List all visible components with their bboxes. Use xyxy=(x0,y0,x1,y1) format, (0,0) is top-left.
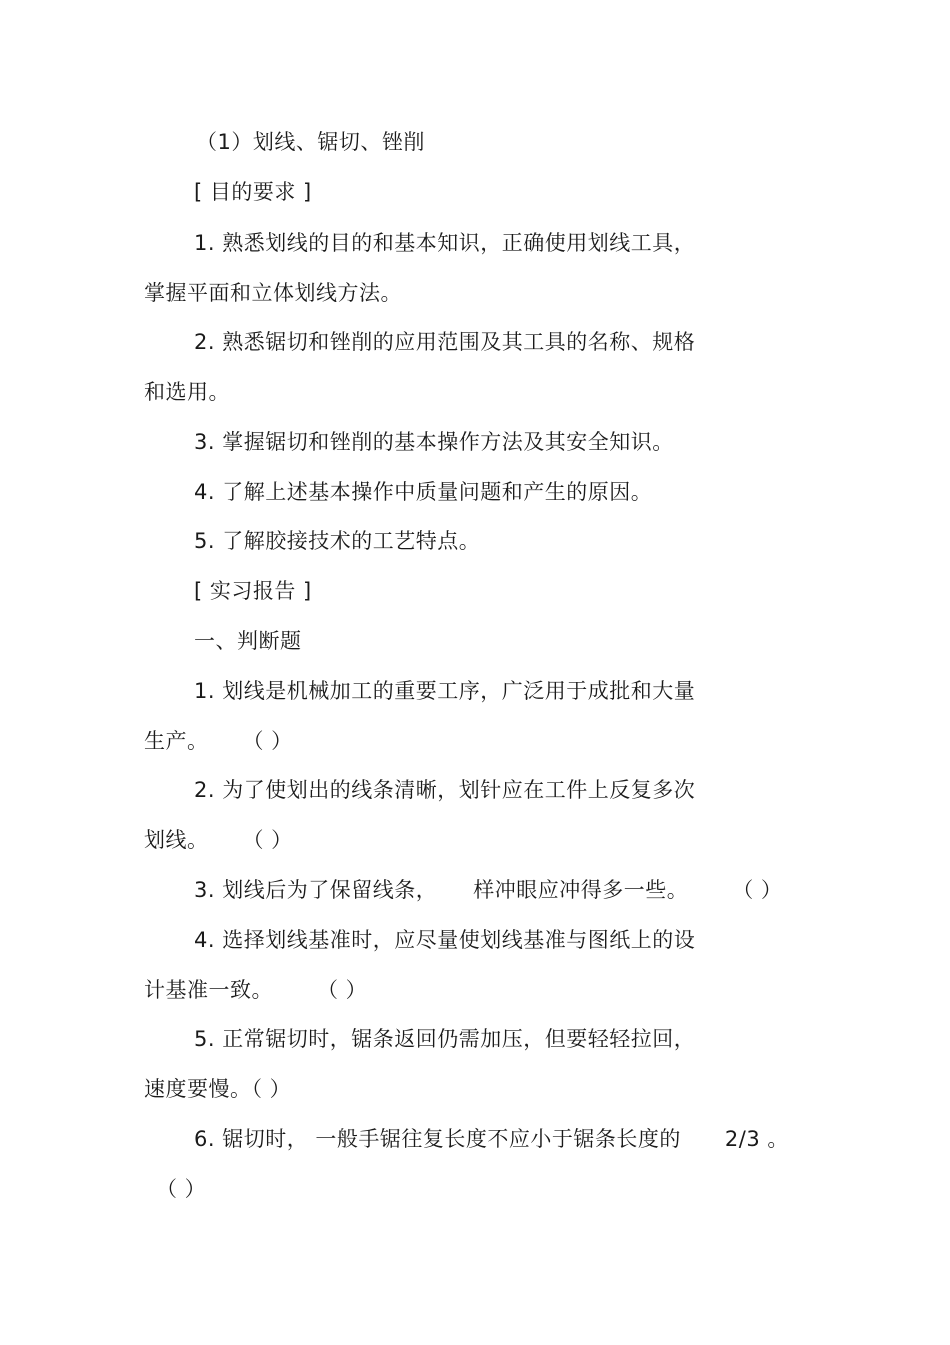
question-4-text: 计基准一致。 xyxy=(144,978,273,1002)
question-4-line-2 xyxy=(144,976,367,1004)
question-3-answer-blank[interactable]: （ ） xyxy=(732,878,783,902)
question-6-text-b: 2/3 。 xyxy=(724,1127,789,1151)
section-title: （1）划线、锯切、锉削 xyxy=(196,130,425,154)
question-2-answer-blank[interactable]: （ ） xyxy=(242,828,293,852)
question-5-line-1: 5. 正常锯切时，锯条返回仍需加压，但要轻轻拉回， xyxy=(194,1027,696,1051)
goal-item-4: 4. 了解上述基本操作中质量问题和产生的原因。 xyxy=(194,480,653,504)
question-1-answer-blank[interactable]: （ ） xyxy=(242,729,293,753)
question-1-text: 生产。 xyxy=(144,729,209,753)
question-3-text-a: 3. 划线后为了保留线条， xyxy=(194,878,438,902)
goal-item-3: 3. 掌握锯切和锉削的基本操作方法及其安全知识。 xyxy=(194,430,674,454)
goal-item-5: 5. 了解胶接技术的工艺特点。 xyxy=(194,529,481,553)
goals-heading: [ 目的要求 ] xyxy=(194,180,312,204)
part-title: 一、判断题 xyxy=(194,629,302,653)
question-5-line-2[interactable]: 速度要慢。（ ） xyxy=(144,1077,292,1101)
question-2-text: 划线。 xyxy=(144,828,209,852)
question-3-line-1 xyxy=(194,876,782,904)
goal-item-2-line-1: 2. 熟悉锯切和锉削的应用范围及其工具的名称、规格 xyxy=(194,330,696,354)
question-2-line-1: 2. 为了使划出的线条清晰，划针应在工件上反复多次 xyxy=(194,778,696,802)
question-1-line-1: 1. 划线是机械加工的重要工序，广泛用于成批和大量 xyxy=(194,679,696,703)
goal-item-1-line-1: 1. 熟悉划线的目的和基本知识，正确使用划线工具， xyxy=(194,231,696,255)
question-6-text-a: 6. 锯切时， 一般手锯往复长度不应小于锯条长度的 xyxy=(194,1127,681,1151)
report-heading: [ 实习报告 ] xyxy=(194,579,312,603)
question-6-answer-blank[interactable]: （ ） xyxy=(156,1177,207,1201)
goal-item-2-line-2: 和选用。 xyxy=(144,380,230,404)
question-1-line-2 xyxy=(144,727,293,755)
goal-item-1-line-2: 掌握平面和立体划线方法。 xyxy=(144,281,402,305)
question-3-text-b: 样冲眼应冲得多一些。 xyxy=(473,878,689,902)
question-2-line-2 xyxy=(144,826,293,854)
question-4-line-1: 4. 选择划线基准时，应尽量使划线基准与图纸上的设 xyxy=(194,928,696,952)
question-4-answer-blank[interactable]: （ ） xyxy=(317,978,368,1002)
question-6-line-1 xyxy=(194,1125,789,1153)
